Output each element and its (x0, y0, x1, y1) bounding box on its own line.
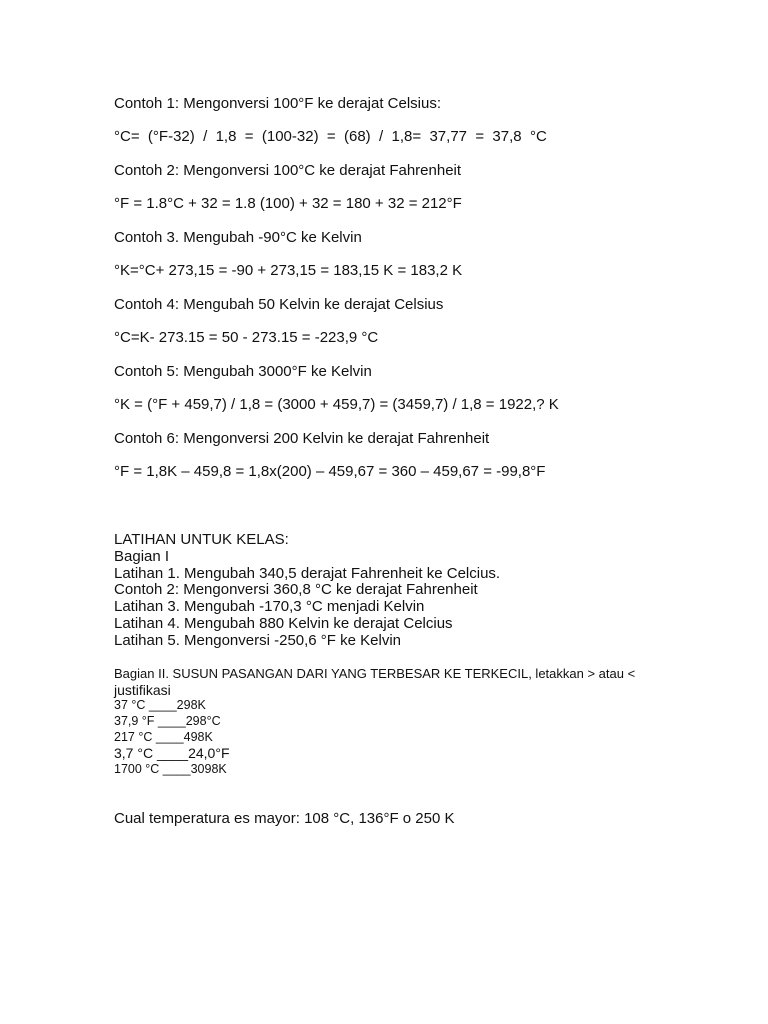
practice-item: Latihan 5. Mengonversi -250,6 °F ke Kelvin (114, 632, 401, 649)
example-5-formula: °K = (°F + 459,7) / 1,8 = (3000 + 459,7) = (3459,7) / 1,8 = 1922,? K (114, 396, 559, 413)
practice-heading: LATIHAN UNTUK KELAS: (114, 531, 289, 548)
part2-instruction: Bagian II. SUSUN PASANGAN DARI YANG TERBESAR KE TERKECIL, letakkan > atau < (114, 666, 636, 681)
final-question: Cual temperatura es mayor: 108 °C, 136°F o 250 K (114, 810, 455, 827)
example-4-title: Contoh 4: Mengubah 50 Kelvin ke derajat Celsius (114, 296, 444, 313)
example-1-formula: °C= (°F-32) / 1,8 = (100-32) = (68) / 1,8= 37,77 = 37,8 °C (114, 128, 547, 145)
example-5-title: Contoh 5: Mengubah 3000°F ke Kelvin (114, 363, 372, 380)
practice-item: Contoh 2: Mengonversi 360,8 °C ke derajat Fahrenheit (114, 581, 478, 598)
practice-item: Latihan 1. Mengubah 340,5 derajat Fahrenheit ke Celcius. (114, 565, 501, 582)
practice-part1-label: Bagian I (114, 548, 170, 565)
comparison-pair: 1700 °C ____3098K (114, 762, 227, 776)
example-3-title: Contoh 3. Mengubah -90°C ke Kelvin (114, 229, 362, 246)
comparison-pair: 37,9 °F ____298°C (114, 714, 221, 728)
practice-item: Latihan 3. Mengubah -170,3 °C menjadi Kelvin (114, 598, 425, 615)
comparison-pair: 217 °C ____498K (114, 730, 213, 744)
example-1-title: Contoh 1: Mengonversi 100°F ke derajat Celsius: (114, 95, 442, 112)
example-4-formula: °C=K- 273.15 = 50 - 273.15 = -223,9 °C (114, 329, 379, 346)
comparison-pair: 37 °C ____298K (114, 698, 206, 712)
part2-justification: justifikasi (114, 682, 171, 698)
practice-item: Latihan 4. Mengubah 880 Kelvin ke derajat Celcius (114, 615, 453, 632)
comparison-pair: 3,7 °C ____24,0°F (114, 745, 230, 761)
example-2-formula: °F = 1.8°C + 32 = 1.8 (100) + 32 = 180 + 32 = 212°F (114, 195, 462, 212)
example-3-formula: °K=°C+ 273,15 = -90 + 273,15 = 183,15 K = 183,2 K (114, 262, 463, 279)
example-2-title: Contoh 2: Mengonversi 100°C ke derajat Fahrenheit (114, 162, 462, 179)
example-6-title: Contoh 6: Mengonversi 200 Kelvin ke derajat Fahrenheit (114, 430, 490, 447)
example-6-formula: °F = 1,8K – 459,8 = 1,8x(200) – 459,67 = 360 – 459,67 = -99,8°F (114, 463, 546, 480)
